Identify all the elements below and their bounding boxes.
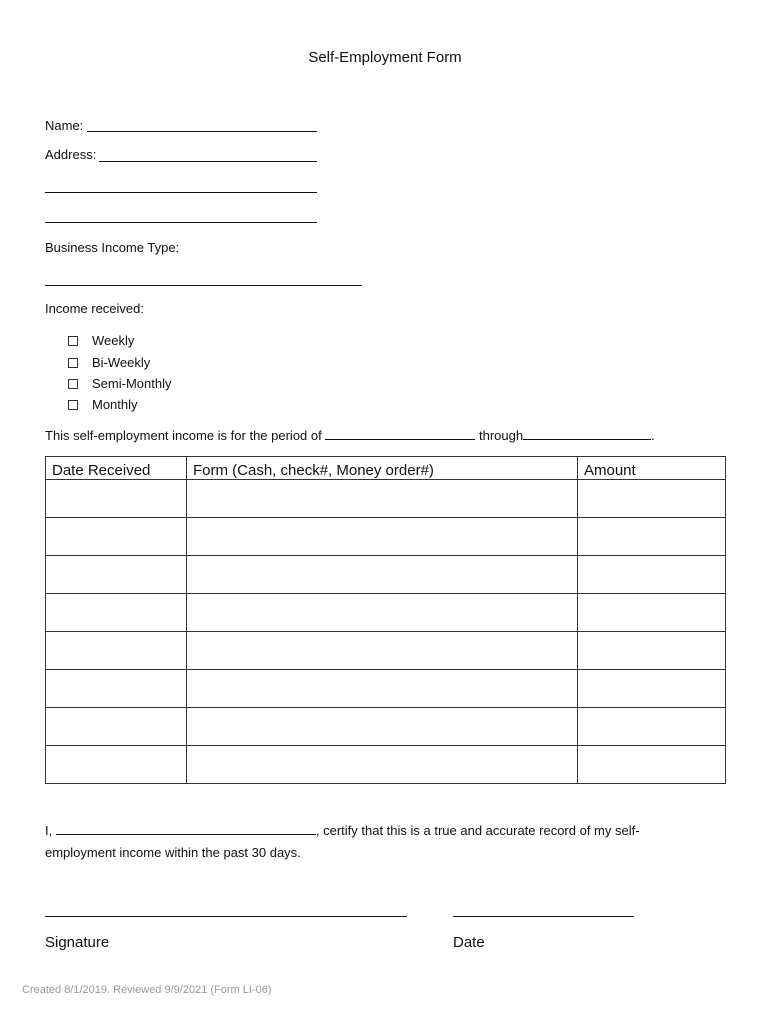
business-income-type-label: Business Income Type: — [45, 240, 180, 255]
table-row — [46, 670, 726, 708]
date-received-cell[interactable] — [46, 746, 187, 784]
date-received-cell[interactable] — [46, 632, 187, 670]
frequency-option-monthly[interactable] — [68, 397, 138, 412]
income-received-label: Income received: — [45, 301, 144, 316]
table-row — [46, 480, 726, 518]
form-title: Self-Employment Form — [308, 49, 462, 66]
table-row — [46, 556, 726, 594]
column-header-date-received: Date Received — [46, 457, 187, 480]
checkbox-icon[interactable] — [68, 379, 78, 389]
amount-cell[interactable] — [578, 480, 726, 518]
address-label: Address: — [45, 147, 97, 162]
certification-statement — [45, 820, 685, 864]
table-row — [46, 518, 726, 556]
amount-cell[interactable] — [578, 594, 726, 632]
address-field-line-2[interactable] — [45, 192, 317, 193]
date-label: Date — [453, 934, 485, 951]
address-field-line-1[interactable] — [99, 161, 317, 162]
checkbox-icon[interactable] — [68, 400, 78, 410]
amount-cell[interactable] — [578, 632, 726, 670]
table-header-row — [46, 457, 726, 480]
income-table — [45, 456, 726, 784]
payment-form-cell[interactable] — [187, 632, 578, 670]
date-received-cell[interactable] — [46, 594, 187, 632]
period-through: through — [478, 428, 524, 443]
payment-form-cell[interactable] — [187, 746, 578, 784]
date-field[interactable] — [453, 916, 634, 917]
payment-form-cell[interactable] — [187, 670, 578, 708]
period-prefix: This self-employment income is for the period of — [45, 428, 322, 443]
certifier-name-field[interactable] — [56, 822, 316, 835]
frequency-option-label: Bi-Weekly — [92, 355, 151, 370]
frequency-option-bi-weekly[interactable] — [68, 355, 150, 370]
period-end-mark: . — [651, 428, 655, 443]
date-received-cell[interactable] — [46, 480, 187, 518]
frequency-option-label: Monthly — [92, 397, 138, 412]
address-field-line-3[interactable] — [45, 222, 317, 223]
checkbox-icon[interactable] — [68, 336, 78, 346]
table-row — [46, 594, 726, 632]
amount-cell[interactable] — [578, 556, 726, 594]
table-row — [46, 708, 726, 746]
period-end-field[interactable] — [523, 427, 651, 440]
frequency-option-weekly[interactable] — [68, 333, 134, 348]
name-field[interactable] — [87, 131, 317, 132]
table-row — [46, 746, 726, 784]
business-income-type-field[interactable] — [45, 285, 362, 286]
column-header-amount: Amount — [578, 457, 726, 480]
certification-prefix: I, — [45, 823, 53, 838]
period-sentence — [45, 427, 655, 443]
frequency-option-label: Weekly — [92, 333, 135, 348]
date-received-cell[interactable] — [46, 670, 187, 708]
form-footer-note: Created 8/1/2019. Reviewed 9/9/2021 (Form LI-06) — [22, 984, 272, 996]
frequency-option-label: Semi-Monthly — [92, 376, 172, 391]
signature-label: Signature — [45, 934, 110, 951]
date-received-cell[interactable] — [46, 518, 187, 556]
checkbox-icon[interactable] — [68, 358, 78, 368]
amount-cell[interactable] — [578, 670, 726, 708]
table-row — [46, 632, 726, 670]
name-label: Name: — [45, 118, 84, 133]
payment-form-cell[interactable] — [187, 556, 578, 594]
period-start-field[interactable] — [325, 427, 475, 440]
column-header-form: Form (Cash, check#, Money order#) — [187, 457, 578, 480]
date-received-cell[interactable] — [46, 556, 187, 594]
amount-cell[interactable] — [578, 518, 726, 556]
frequency-option-semi-monthly[interactable] — [68, 376, 171, 391]
signature-field[interactable] — [45, 916, 407, 917]
amount-cell[interactable] — [578, 746, 726, 784]
date-received-cell[interactable] — [46, 708, 187, 746]
certification-text: , certify that this is a true and accurate record of my self-employment income within the past 30 days. — [45, 823, 640, 860]
amount-cell[interactable] — [578, 708, 726, 746]
payment-form-cell[interactable] — [187, 708, 578, 746]
payment-form-cell[interactable] — [187, 594, 578, 632]
payment-form-cell[interactable] — [187, 480, 578, 518]
payment-form-cell[interactable] — [187, 518, 578, 556]
